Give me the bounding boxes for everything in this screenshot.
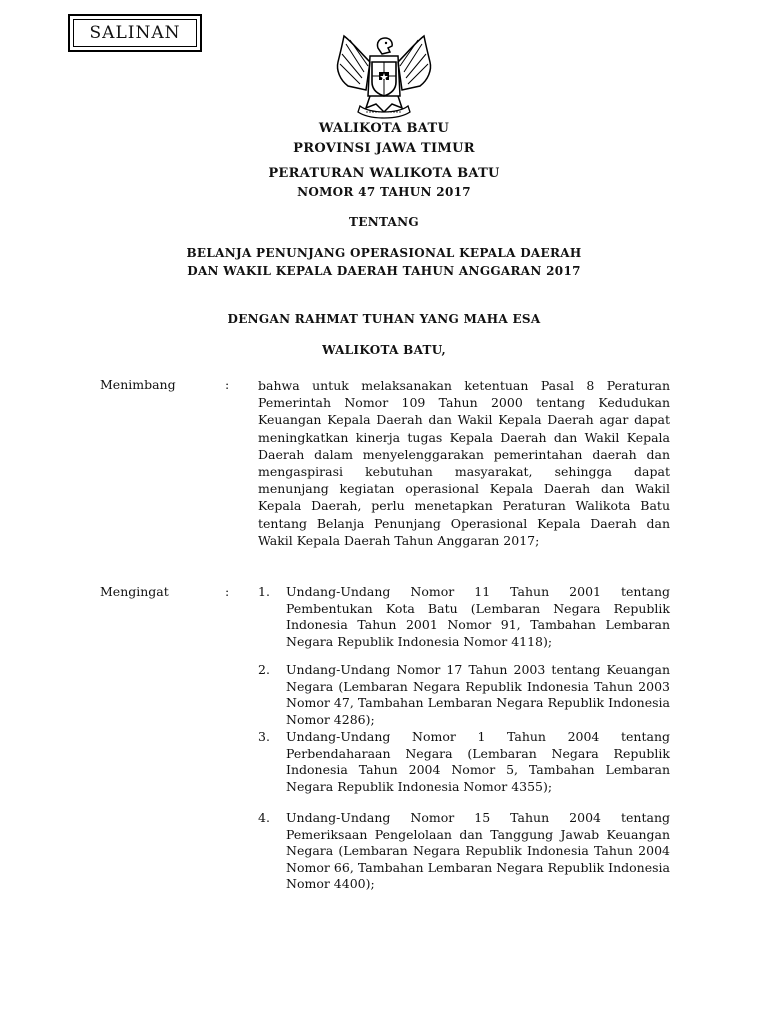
menimbang-colon: : <box>225 377 230 392</box>
menimbang-label: Menimbang <box>100 377 176 392</box>
walikota-heading: WALIKOTA BATU, <box>322 343 446 357</box>
mengingat-item-number: 1. <box>258 584 270 599</box>
mengingat-item-number: 4. <box>258 810 270 825</box>
subject-line-2: DAN WAKIL KEPALA DAERAH TAHUN ANGGARAN 2017 <box>187 264 581 278</box>
title-walikota: WALIKOTA BATU <box>318 121 450 136</box>
garuda-emblem-icon <box>330 32 438 122</box>
mengingat-item-text: Undang-Undang Nomor 15 Tahun 2004 tentang Pemeriksaan Pengelolaan dan Tanggung Jawab Keuangan Negara (Lembaran Negara Republik Indonesia Tahun 2004 Nomor 66, Tambahan Lembaran Negara Republik Indonesia Nomor 4400); <box>286 810 670 892</box>
subject-line-1: BELANJA PENUNJANG OPERASIONAL KEPALA DAERAH <box>186 246 582 260</box>
rahmat-heading: DENGAN RAHMAT TUHAN YANG MAHA ESA <box>227 312 541 326</box>
salinan-label: SALINAN <box>73 19 197 47</box>
salinan-stamp <box>68 14 202 52</box>
title-tentang: TENTANG <box>349 215 419 229</box>
mengingat-item-number: 2. <box>258 662 270 677</box>
menimbang-text: bahwa untuk melaksanakan ketentuan Pasal 8 Peraturan Pemerintah Nomor 109 Tahun 2000 tentang Kedudukan Keuangan Kepala Daerah dan Wakil Kepala Daerah agar dapat meningkatkan kinerja tugas Kepala Daerah dan Wakil Kepala Daerah dalam menyelenggarakan pemerintahan daerah dan mengaspirasi kebutuhan masyarakat, sehingga dapat menunjang kegiatan operasional Kepala Daerah dan Wakil Kepala Daerah, perlu menetapkan Peraturan Walikota Batu tentang Belanja Penunjang Operasional Kepala Daerah dan Wakil Kepala Daerah Tahun Anggaran 2017; <box>258 378 670 548</box>
mengingat-item-number: 3. <box>258 729 270 744</box>
title-peraturan: PERATURAN WALIKOTA BATU <box>268 166 500 181</box>
mengingat-colon: : <box>225 584 230 599</box>
mengingat-label: Mengingat <box>100 584 169 599</box>
mengingat-item-text: Undang-Undang Nomor 1 Tahun 2004 tentang Perbendaharaan Negara (Lembaran Negara Republik Indonesia Tahun 2004 Nomor 5, Tambahan Lembaran Negara Republik Indonesia Nomor 4355); <box>286 729 670 794</box>
mengingat-item-text: Undang-Undang Nomor 11 Tahun 2001 tentang Pembentukan Kota Batu (Lembaran Negara Republik Indonesia Tahun 2001 Nomor 91, Tambahan Lembaran Negara Republik Indonesia Nomor 4118); <box>286 584 670 649</box>
title-provinsi: PROVINSI JAWA TIMUR <box>293 141 475 156</box>
title-nomor: NOMOR 47 TAHUN 2017 <box>297 185 471 199</box>
mengingat-item-text: Undang-Undang Nomor 17 Tahun 2003 tentang Keuangan Negara (Lembaran Negara Republik Indonesia Tahun 2003 Nomor 47, Tambahan Lembaran Negara Republik Indonesia Nomor 4286); <box>286 662 670 727</box>
